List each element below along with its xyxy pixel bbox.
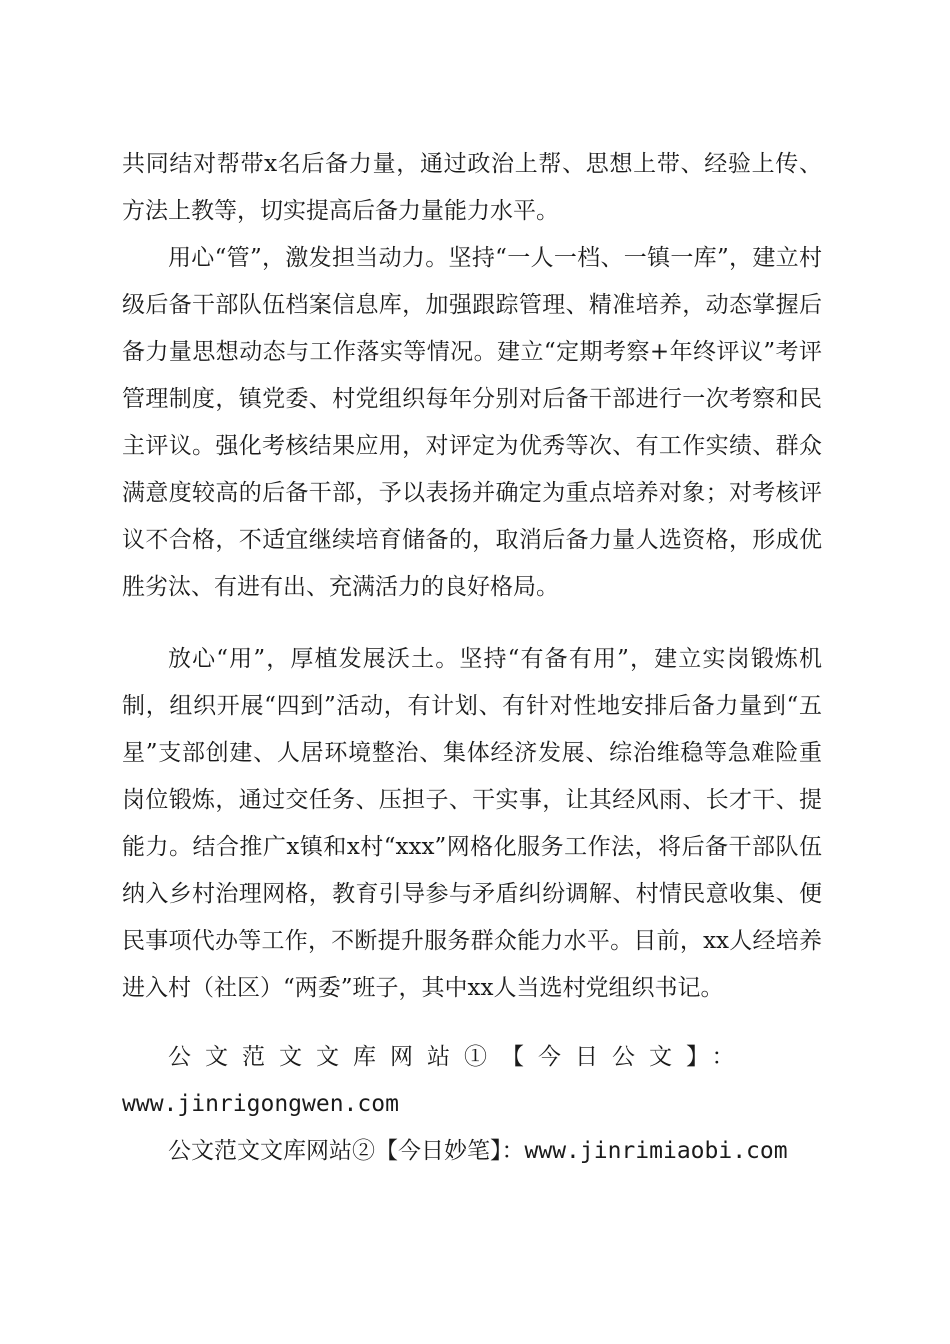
footer-link-url[interactable]: www.jinrigongwen.com xyxy=(122,1091,399,1117)
footer-link-line xyxy=(122,1034,822,1081)
footer-link-line xyxy=(122,1128,822,1175)
paragraph-text: 放心“用”，厚植发展沃土。坚持“有备有用”，建立实岗锻炼机制，组织开展“四到”活动，有计划、有针对性地安排后备力量到“五星”支部创建、人居环境整治、集体经济发展、综治维稳等急难险重岗位锻炼，通过交任务、压担子、干实事，让其经风雨、长才干、提能力。结合推广x镇和x村“xxx”网格化服务工作法，将后备干部队伍纳入乡村治理网格，教育引导参与矛盾纠纷调解、村情民意收集、便民事项代办等工作，不断提升服务群众能力水平。目前，xx人经培养进入村（社区）“两委”班子，其中xx人当选村党组织书记。 xyxy=(122,646,822,1001)
paragraph-text: 共同结对帮带x名后备力量，通过政治上帮、思想上带、经验上传、方法上教等，切实提高后备力量能力水平。 xyxy=(122,151,822,224)
footer-link-1 xyxy=(122,1034,822,1128)
paragraph-continuation xyxy=(122,141,822,235)
footer-link-label: 公文范文文库网站②【今日妙笔】： xyxy=(168,1138,525,1164)
footer-link-url-line xyxy=(122,1081,822,1128)
footer-link-url[interactable]: www.jinrimiaobi.com xyxy=(524,1138,788,1164)
footer-link-2 xyxy=(122,1128,822,1175)
footer-link-label: 公文范文文库网站①【今日公文】： xyxy=(168,1044,749,1070)
paragraph-usage xyxy=(122,636,822,1012)
paragraph-management xyxy=(122,235,822,611)
paragraph-text: 用心“管”，激发担当动力。坚持“一人一档、一镇一库”，建立村级后备干部队伍档案信息库，加强跟踪管理、精准培养，动态掌握后备力量思想动态与工作落实等情况。建立“定期考察+年终评议”考评管理制度，镇党委、村党组织每年分别对后备干部进行一次考察和民主评议。强化考核结果应用，对评定为优秀等次、有工作实绩、群众满意度较高的后备干部，予以表扬并确定为重点培养对象；对考核评议不合格，不适宜继续培育储备的，取消后备力量人选资格，形成优胜劣汰、有进有出、充满活力的良好格局。 xyxy=(122,245,822,600)
